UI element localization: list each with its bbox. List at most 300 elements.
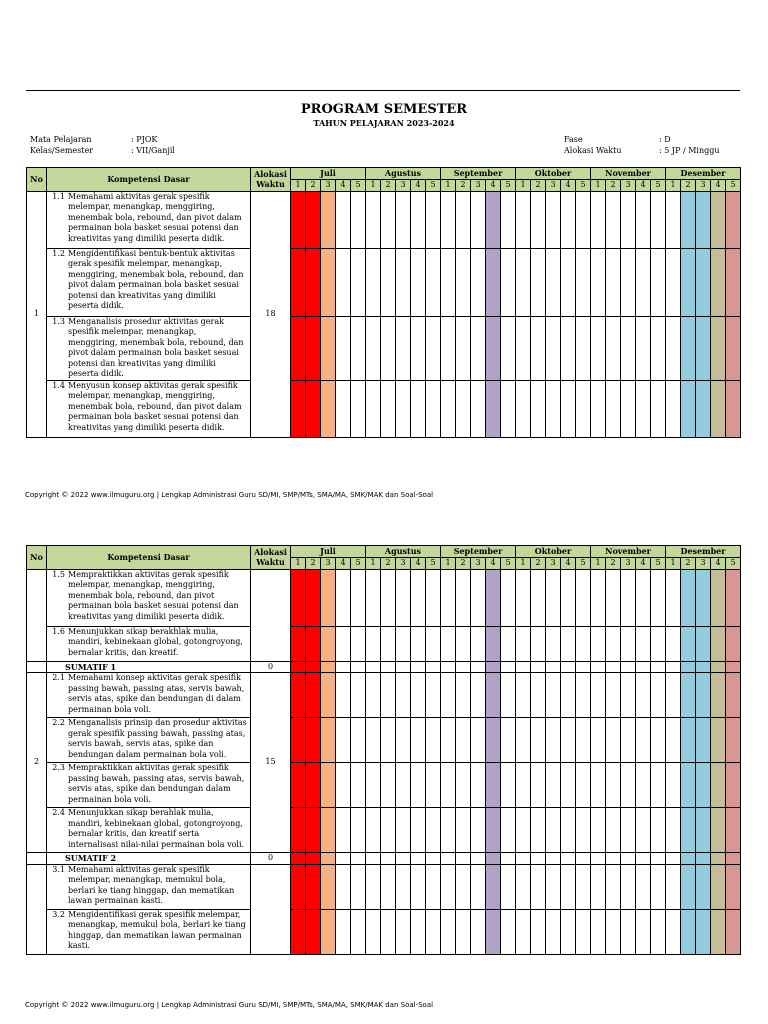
week-cell <box>621 864 636 909</box>
week-cell <box>381 808 396 853</box>
week-cell <box>681 191 696 248</box>
week-cell <box>606 853 621 865</box>
week-cell <box>681 718 696 763</box>
week-cell <box>546 673 561 718</box>
week-cell <box>696 626 711 661</box>
week-cell <box>366 673 381 718</box>
week-cell <box>426 248 441 316</box>
week-cell <box>411 763 426 808</box>
week-cell <box>621 626 636 661</box>
week-cell <box>591 569 606 626</box>
week-cell <box>591 864 606 909</box>
week-cell <box>726 661 741 673</box>
week-cell <box>471 909 486 954</box>
header-month: Juli <box>291 168 366 180</box>
header-week: 3 <box>621 179 636 191</box>
header-week: 2 <box>681 179 696 191</box>
week-cell <box>426 380 441 437</box>
week-cell <box>531 853 546 865</box>
week-cell <box>306 191 321 248</box>
kd-text: Menunjukkan sikap berahlak mulia, mandiri, kebinekaan global, gotongroyong, bernalar kritis, dan kreatif serta internalisasi nilai-nilai permainan bola voli. <box>68 808 245 849</box>
info-value: : 5 JP / Minggu <box>659 146 720 155</box>
week-cell <box>516 864 531 909</box>
week-cell <box>471 864 486 909</box>
week-cell <box>591 763 606 808</box>
week-cell <box>666 316 681 380</box>
week-cell <box>471 191 486 248</box>
kd-line <box>47 718 250 760</box>
kd-number: 2.4 <box>52 808 65 817</box>
week-cell <box>426 718 441 763</box>
header-week: 5 <box>576 557 591 569</box>
week-cell <box>531 808 546 853</box>
kd-line <box>47 570 250 623</box>
week-cell <box>636 909 651 954</box>
week-cell <box>561 569 576 626</box>
week-cell <box>291 763 306 808</box>
week-cell <box>336 864 351 909</box>
week-cell <box>621 673 636 718</box>
week-cell <box>396 569 411 626</box>
week-cell <box>681 569 696 626</box>
week-cell <box>486 673 501 718</box>
week-cell <box>471 673 486 718</box>
week-cell <box>591 316 606 380</box>
week-cell <box>681 763 696 808</box>
kd-line <box>47 763 250 805</box>
info-right <box>564 134 720 156</box>
week-cell <box>696 718 711 763</box>
header-alokasi-waktu: Alokasi Waktu <box>251 168 291 192</box>
week-cell <box>546 569 561 626</box>
row-number: 1 <box>27 191 47 437</box>
week-cell <box>636 763 651 808</box>
week-cell <box>591 673 606 718</box>
week-cell <box>636 626 651 661</box>
header-week: 4 <box>711 179 726 191</box>
week-cell <box>621 316 636 380</box>
header-no: No <box>27 546 47 570</box>
week-cell <box>576 191 591 248</box>
week-cell <box>726 763 741 808</box>
kompetensi-dasar-cell <box>47 191 251 248</box>
header-week: 2 <box>456 179 471 191</box>
kd-text: Mempraktikkan aktivitas gerak spesifik melempar, menangkap, menggiring, menembak bola, rebound, dan pivot permainan bola basket sesuai potensi dan kreativitas yang dimiliki peserta didik. <box>68 569 239 621</box>
week-cell <box>411 316 426 380</box>
week-cell <box>516 661 531 673</box>
week-cell <box>441 569 456 626</box>
week-cell <box>651 853 666 865</box>
week-cell <box>501 661 516 673</box>
week-cell <box>516 763 531 808</box>
kd-line <box>47 627 250 659</box>
week-cell <box>516 853 531 865</box>
week-cell <box>591 718 606 763</box>
info-value: : PJOK <box>131 135 158 144</box>
kd-number: 1.6 <box>52 626 65 636</box>
week-cell <box>516 191 531 248</box>
week-cell <box>441 853 456 865</box>
week-cell <box>351 909 366 954</box>
week-cell <box>636 718 651 763</box>
week-cell <box>576 763 591 808</box>
week-cell <box>636 661 651 673</box>
week-cell <box>531 380 546 437</box>
week-cell <box>621 248 636 316</box>
week-cell <box>426 853 441 865</box>
week-cell <box>351 853 366 865</box>
week-cell <box>666 763 681 808</box>
week-cell <box>351 864 366 909</box>
week-cell <box>546 853 561 865</box>
week-cell <box>726 569 741 626</box>
week-cell <box>711 763 726 808</box>
week-cell <box>396 661 411 673</box>
week-cell <box>336 763 351 808</box>
week-cell <box>366 191 381 248</box>
week-cell <box>366 316 381 380</box>
week-cell <box>696 909 711 954</box>
kd-text: Menganalisis prinsip dan prosedur aktivitas gerak spesifik passing bawah, passing atas, servis bawah, servis atas, spike dan bendungan dalam permainan bola voli. <box>68 718 247 759</box>
week-cell <box>351 808 366 853</box>
week-cell <box>606 661 621 673</box>
week-cell <box>291 316 306 380</box>
top-rule <box>26 90 740 91</box>
week-cell <box>456 718 471 763</box>
week-cell <box>411 248 426 316</box>
kompetensi-dasar-cell <box>47 626 251 661</box>
header-week: 4 <box>636 557 651 569</box>
week-cell <box>711 718 726 763</box>
week-cell <box>471 316 486 380</box>
week-cell <box>411 661 426 673</box>
week-cell <box>576 673 591 718</box>
header-week: 1 <box>441 557 456 569</box>
week-cell <box>666 191 681 248</box>
kd-number: 3.1 <box>52 864 65 874</box>
week-cell <box>441 316 456 380</box>
table-row <box>27 718 741 763</box>
header-week: 5 <box>576 179 591 191</box>
week-cell <box>411 626 426 661</box>
week-cell <box>666 380 681 437</box>
week-cell <box>651 626 666 661</box>
week-cell <box>621 763 636 808</box>
kompetensi-dasar-cell <box>47 316 251 380</box>
kd-number: 3.2 <box>52 909 65 919</box>
week-cell <box>306 763 321 808</box>
week-cell <box>501 316 516 380</box>
week-cell <box>321 673 336 718</box>
week-cell <box>546 380 561 437</box>
week-cell <box>681 864 696 909</box>
week-cell <box>621 661 636 673</box>
header-week: 5 <box>726 179 741 191</box>
week-cell <box>651 673 666 718</box>
week-cell <box>651 864 666 909</box>
footer-copyright: Copyright © 2022 www.ilmuguru.org | Lengkap Administrasi Guru SD/MI, SMP/MTs, SMA/MA, SMK/MAK dan Soal-Soal <box>25 491 434 499</box>
week-cell <box>456 864 471 909</box>
week-cell <box>651 808 666 853</box>
week-cell <box>711 316 726 380</box>
week-cell <box>471 626 486 661</box>
kompetensi-dasar-cell <box>47 248 251 316</box>
week-cell <box>621 191 636 248</box>
header-week: 2 <box>456 557 471 569</box>
week-cell <box>411 673 426 718</box>
sumatif-no <box>27 853 47 865</box>
header-week: 1 <box>516 557 531 569</box>
week-cell <box>456 853 471 865</box>
week-cell <box>726 626 741 661</box>
header-week: 4 <box>336 557 351 569</box>
week-cell <box>291 661 306 673</box>
week-cell <box>486 808 501 853</box>
header-kompetensi-dasar: Kompetensi Dasar <box>47 168 251 192</box>
week-cell <box>456 673 471 718</box>
week-cell <box>726 248 741 316</box>
week-cell <box>636 316 651 380</box>
week-cell <box>291 673 306 718</box>
week-cell <box>561 661 576 673</box>
week-cell <box>306 248 321 316</box>
week-cell <box>426 316 441 380</box>
week-cell <box>351 763 366 808</box>
week-cell <box>606 864 621 909</box>
kd-number: 1.5 <box>52 569 65 579</box>
week-cell <box>711 380 726 437</box>
week-cell <box>591 626 606 661</box>
week-cell <box>486 316 501 380</box>
week-cell <box>501 763 516 808</box>
week-cell <box>576 718 591 763</box>
week-cell <box>441 718 456 763</box>
week-cell <box>486 763 501 808</box>
week-cell <box>666 718 681 763</box>
week-cell <box>501 569 516 626</box>
kompetensi-dasar-cell <box>47 808 251 853</box>
week-cell <box>291 909 306 954</box>
week-cell <box>321 661 336 673</box>
table-row <box>27 763 741 808</box>
kd-text: Mengidentifikasi gerak spesifik melempar, menangkap, memukul bola, berlari ke tiang hinggap, dan mematikan lawan permainan kasti. <box>68 909 246 950</box>
week-cell <box>381 569 396 626</box>
week-cell <box>306 380 321 437</box>
week-cell <box>681 909 696 954</box>
kd-number: 1.2 <box>52 248 65 258</box>
week-cell <box>726 808 741 853</box>
header-week: 2 <box>381 557 396 569</box>
week-cell <box>666 673 681 718</box>
week-cell <box>726 316 741 380</box>
row-number <box>27 569 47 661</box>
week-cell <box>726 853 741 865</box>
header-week: 4 <box>486 179 501 191</box>
header-week: 5 <box>651 557 666 569</box>
week-cell <box>396 248 411 316</box>
week-cell <box>486 718 501 763</box>
kd-number: 2.2 <box>52 718 65 727</box>
info-key: Fase <box>564 135 583 144</box>
week-cell <box>591 380 606 437</box>
week-cell <box>711 626 726 661</box>
alokasi-waktu-cell: 15 <box>251 673 291 853</box>
week-cell <box>696 661 711 673</box>
info-key: Alokasi Waktu <box>564 146 622 155</box>
week-cell <box>411 191 426 248</box>
week-cell <box>711 808 726 853</box>
week-cell <box>501 673 516 718</box>
week-cell <box>531 316 546 380</box>
week-cell <box>546 661 561 673</box>
header-week: 4 <box>486 557 501 569</box>
week-cell <box>366 248 381 316</box>
week-cell <box>606 626 621 661</box>
week-cell <box>696 853 711 865</box>
week-cell <box>711 909 726 954</box>
week-cell <box>441 808 456 853</box>
week-cell <box>291 718 306 763</box>
week-cell <box>366 718 381 763</box>
week-cell <box>336 909 351 954</box>
week-cell <box>546 248 561 316</box>
header-row-months <box>27 546 741 558</box>
week-cell <box>321 626 336 661</box>
week-cell <box>456 661 471 673</box>
week-cell <box>666 248 681 316</box>
week-cell <box>396 191 411 248</box>
info-key: Mata Pelajaran <box>30 135 92 144</box>
week-cell <box>351 191 366 248</box>
week-cell <box>321 864 336 909</box>
week-cell <box>351 248 366 316</box>
week-cell <box>696 248 711 316</box>
week-cell <box>696 569 711 626</box>
table-row <box>27 191 741 248</box>
header-week: 5 <box>351 179 366 191</box>
week-cell <box>366 808 381 853</box>
week-cell <box>411 380 426 437</box>
header-no: No <box>27 168 47 192</box>
week-cell <box>681 853 696 865</box>
week-cell <box>726 673 741 718</box>
sumatif-alokasi: 0 <box>251 661 291 673</box>
week-cell <box>606 718 621 763</box>
week-cell <box>576 316 591 380</box>
week-cell <box>606 191 621 248</box>
header-week: 1 <box>591 179 606 191</box>
kd-text: Memahami aktivitas gerak spesifik melempar, menangkap, memukul bola, berlari ke tiang hinggap, dan mematikan lawan permainan kasti. <box>68 864 235 905</box>
week-cell <box>621 808 636 853</box>
week-cell <box>381 909 396 954</box>
week-cell <box>366 763 381 808</box>
week-cell <box>306 626 321 661</box>
week-cell <box>576 853 591 865</box>
week-cell <box>546 763 561 808</box>
table-row <box>27 673 741 718</box>
week-cell <box>486 661 501 673</box>
week-cell <box>726 380 741 437</box>
header-week: 3 <box>546 179 561 191</box>
week-cell <box>336 718 351 763</box>
week-cell <box>441 909 456 954</box>
header-month: Desember <box>666 168 741 180</box>
semester-table-2 <box>26 545 741 955</box>
week-cell <box>591 248 606 316</box>
week-cell <box>441 380 456 437</box>
week-cell <box>531 248 546 316</box>
week-cell <box>681 380 696 437</box>
header-week: 2 <box>381 179 396 191</box>
header-month: November <box>591 546 666 558</box>
week-cell <box>321 909 336 954</box>
header-month: Oktober <box>516 546 591 558</box>
week-cell <box>291 380 306 437</box>
week-cell <box>486 380 501 437</box>
week-cell <box>396 808 411 853</box>
week-cell <box>366 569 381 626</box>
week-cell <box>291 864 306 909</box>
week-cell <box>591 808 606 853</box>
kompetensi-dasar-cell <box>47 718 251 763</box>
week-cell <box>516 909 531 954</box>
week-cell <box>351 718 366 763</box>
week-cell <box>336 808 351 853</box>
week-cell <box>561 853 576 865</box>
week-cell <box>546 718 561 763</box>
week-cell <box>366 661 381 673</box>
week-cell <box>321 569 336 626</box>
week-cell <box>441 661 456 673</box>
week-cell <box>651 248 666 316</box>
alokasi-waktu-cell: 18 <box>251 191 291 437</box>
kd-line <box>47 673 250 715</box>
week-cell <box>306 316 321 380</box>
week-cell <box>351 316 366 380</box>
kd-line <box>47 249 250 312</box>
kompetensi-dasar-cell <box>47 673 251 718</box>
week-cell <box>381 864 396 909</box>
week-cell <box>576 380 591 437</box>
info-key: Kelas/Semester <box>30 146 94 155</box>
week-cell <box>696 191 711 248</box>
week-cell <box>606 569 621 626</box>
page-title: PROGRAM SEMESTER <box>300 102 468 117</box>
table-row <box>27 569 741 626</box>
week-cell <box>561 909 576 954</box>
header-week: 2 <box>681 557 696 569</box>
week-cell <box>486 909 501 954</box>
week-cell <box>426 808 441 853</box>
week-cell <box>606 248 621 316</box>
kompetensi-dasar-cell <box>47 380 251 437</box>
week-cell <box>486 864 501 909</box>
week-cell <box>381 380 396 437</box>
week-cell <box>366 380 381 437</box>
week-cell <box>576 626 591 661</box>
week-cell <box>666 569 681 626</box>
week-cell <box>291 248 306 316</box>
week-cell <box>336 248 351 316</box>
week-cell <box>381 316 396 380</box>
week-cell <box>396 853 411 865</box>
week-cell <box>636 808 651 853</box>
week-cell <box>501 191 516 248</box>
header-week: 5 <box>351 557 366 569</box>
week-cell <box>531 569 546 626</box>
week-cell <box>501 380 516 437</box>
week-cell <box>321 380 336 437</box>
